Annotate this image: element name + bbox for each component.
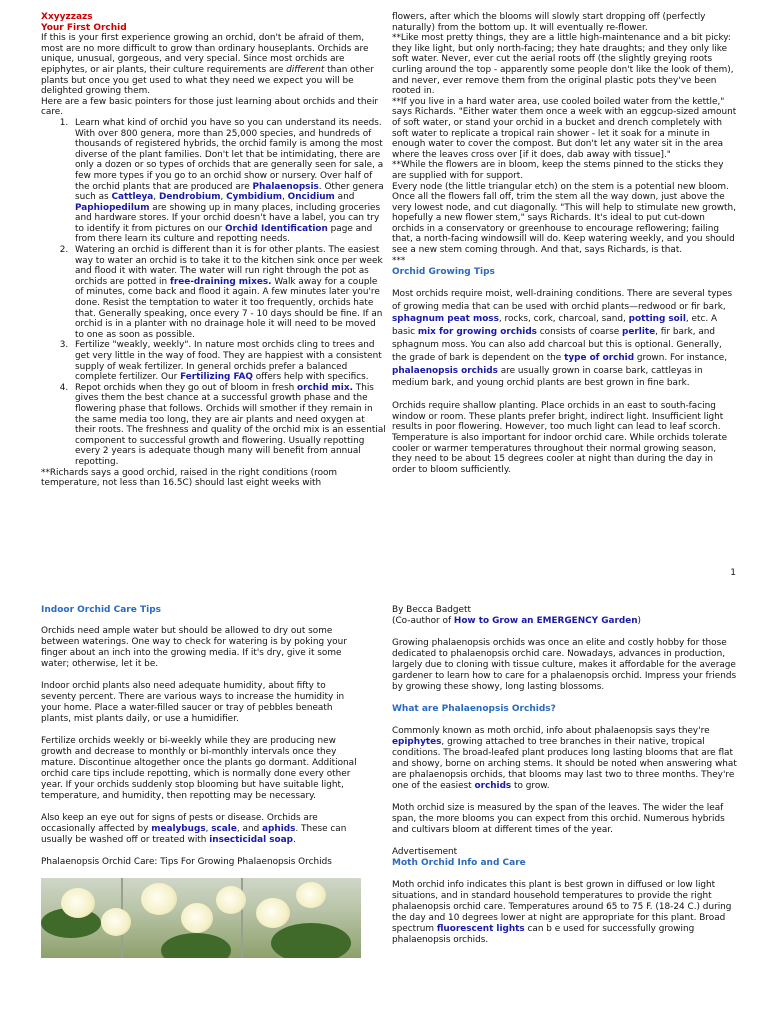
planting-paragraph: Orchids require shallow planting. Place orchids in an east to south-facing window or room. These plants prefer bright, indirect light. Insufficient light results in poor flowering. However, too much light can lead to leaf scorch.: [392, 401, 724, 433]
link-cattleya[interactable]: Cattleya: [111, 192, 154, 203]
richards-quote-paragraph: **Richards says a good orchid, raised in the right conditions (room temperature, not less than 16.5C) should last eight weeks with: [41, 467, 338, 489]
link-cymbidium[interactable]: Cymbidium: [226, 192, 283, 203]
section-title-first-orchid: Your First Orchid: [41, 22, 127, 33]
intro-paragraph: If this is your first experience growing an orchid, don't be afraid of them, most are no more difficult to grow than ordinary houseplants. Orchids are unique, unusual, gorgeous, and very special. Since most orchids are epiphytes, or air plants, their culture requirements are different than other plants but once you get used to what they need we expect you will be delighted growing them.: [41, 33, 374, 97]
page1-left-column: [41, 12, 386, 489]
page1-right-column: [392, 12, 737, 475]
link-insecticidal-soap[interactable]: insecticidal soap: [209, 835, 293, 845]
list-item: 1. Learn what kind of orchid you have so you can understand its needs. With over 800 genera, more than 25,000 species, and hundreds of thousands of registered hybrids, the orchid family is among the most diverse of the plant families. Don't let that be intimidating, there are only a dozen or so types of orchids that are generally seen for sale, a few more types if you go to an orchid show or nursery. Over half of the orchid plants that are produced are Phalaenopsis. Other genera such as Cattleya, Dendrobium, Cymbidium, Oncidium and Paphiopedilum are showing up in many places, including groceries and hardware stores. If your orchid doesn't have a label, you can try to identify it from pictures on our Orchid Identification page and from there learn its culture and repotting needs.: [71, 118, 386, 245]
link-epiphytes[interactable]: epiphytes: [392, 737, 442, 747]
page2-left-column: [41, 605, 361, 958]
link-phalaenopsis[interactable]: Phalaenopsis: [252, 181, 319, 192]
link-paphiopedilum[interactable]: Paphiopedilum: [75, 202, 150, 213]
link-phalaenopsis-orchids[interactable]: phalaenopsis orchids: [392, 365, 498, 376]
orchid-photo: [41, 878, 361, 958]
paragraph: Every node (the little triangular etch) on the stem is a potential new bloom. Once all the flowers fall off, trim the stem all the way down, just above the very lowest node, and cut diagonally. "This will help to stimulate new growth, hopefully a new flower stem," says Richards. It's ideal to put cut-down orchids in a conservatory or greenhouse to encourage reflowering; failing that, a north-facing windowsill will do. Keep watering weekly, and you should see a new stem coming through. And that, says Richards, is that.: [392, 181, 736, 256]
article-caption: Phalaenopsis Orchid Care: Tips For Growing Phalaenopsis Orchids: [41, 857, 332, 867]
document-page-2: [0, 590, 768, 1024]
link-orchid-mix[interactable]: orchid mix.: [297, 382, 353, 393]
link-fertilizing-faq[interactable]: Fertilizing FAQ: [180, 372, 253, 383]
link-scale[interactable]: scale: [211, 824, 237, 834]
paragraph: **While the flowers are in bloom, keep the stems pinned to the sticks they are supplied with for support.: [392, 160, 724, 181]
paragraph: flowers, after which the blooms will slowly start dropping off (perfectly naturally) from the bottom up. It will eventually re-flower.: [392, 12, 706, 33]
link-orchid-identification[interactable]: Orchid Identification: [225, 223, 328, 234]
list-item: 3. Fertilize "weakly, weekly". In nature most orchids cling to trees and get very little in the way of food. They are happiest with a consistent supply of weak fertilizer. In general orchids prefer a balanced complete fertilizer. Our Fertilizing FAQ offers help with specifics.: [71, 340, 386, 382]
paragraph: **Like most pretty things, they are a little high-maintenance and a bit picky: they like light, but only north-facing; they hate draughts; and they only like soft water. Never, ever cut the aerial roots off (the slightly greying roots curling around the top - apparently some people don't like the look of them), and never, ever remove them from the original plastic pots they've been rooted in.: [392, 33, 734, 97]
care-pointers-list: [41, 118, 386, 468]
section-heading-moth-orchid-care: Moth Orchid Info and Care: [392, 858, 526, 868]
paragraph: Orchids need ample water but should be allowed to dry out some between waterings. One way to check for watering is by poking your finger about an inch into the growing media. If it's dry, give it some water; otherwise, let it be.: [41, 626, 347, 669]
section-heading-indoor-care: Indoor Orchid Care Tips: [41, 605, 162, 615]
epiphytes-paragraph: Commonly known as moth orchid, info about phalaenopsis says they're epiphytes, growing attached to tree branches in their native, tropical conditions. The broad-leafed plant produces long lasting blooms that are flat and showy, borne on arching stems. It should be noted when answering what are phalaenopsis orchids, that blooms may last two to three months. They're one of the easiest orchids to grow.: [392, 726, 737, 791]
link-emergency-garden[interactable]: How to Grow an EMERGENCY Garden: [453, 616, 638, 626]
moth-orchid-care-paragraph: Moth orchid info indicates this plant is best grown in diffused or low light situations, and in standard household temperatures to provide the right phalaenopsis orchid care. Temperatures around 65 to 75 F. (18-24 C.) during the day and 10 degrees lower at night are appropriate for this plant. Broad spectrum fluorescent lights can b e used for successfully growing phalaenopsis orchids.: [392, 880, 732, 945]
section-heading-what-are: What are Phalaenopsis Orchids?: [392, 704, 556, 714]
advertisement-label: Advertisement: [392, 847, 458, 857]
link-free-draining-mixes[interactable]: free-draining mixes.: [169, 276, 272, 287]
link-dendrobium[interactable]: Dendrobium: [158, 192, 221, 203]
link-fluorescent-lights[interactable]: fluorescent lights: [436, 924, 525, 934]
link-perlite[interactable]: perlite: [622, 327, 656, 338]
link-aphids[interactable]: aphids: [262, 824, 296, 834]
paragraph: Moth orchid size is measured by the span of the leaves. The wider the leaf span, the more blooms you can expect from this orchid. Numerous hybrids and cultivars bloom at different times of the year.: [392, 803, 725, 835]
document-title: Xxyyzzazs: [41, 12, 93, 22]
link-orchids[interactable]: orchids: [474, 781, 512, 791]
list-item: 4. Repot orchids when they go out of bloom in fresh orchid mix. This gives them the best chance at a successful growth phase and the flowering phase that follows. Orchids will smother if they remain in the same media too long, they are air plants and need oxygen at their roots. The freshness and quality of the orchid mix is an essential component to successful growth and flowering. Usually repotting every 2 years is adequate though many will benefit from annual repotting.: [71, 383, 386, 468]
coauthor-line: (Co-author of How to Grow an EMERGENCY Garden): [392, 616, 641, 626]
page2-right-column: [392, 605, 737, 946]
paragraph: **If you live in a hard water area, use cooled boiled water from the kettle," says Richards. "Either water them once a week with an eggcup-sized amount of soft water, or stand your orchid in a bucket and drench completely with soft water to replicate a tropical rain shower - let it soak for a minute in enough water to cover the compost. But don't let any water sit in the area where the leaves cross over [if it does, dab away with tissue].": [392, 96, 737, 160]
section-heading-growing-tips: Orchid Growing Tips: [392, 267, 495, 278]
growing-media-paragraph: Most orchids require moist, well-draining conditions. There are several types of growing media that can be used with orchid plants—redwood or fir bark, sphagnum peat moss, rocks, cork, charcoal, sand, potting soil, etc. A basic mix for growing orchids consists of coarse perlite, fir bark, and sphagnum moss. You can also add charcoal but this is optional. Generally, the grade of bark is dependent on the type of orchid grown. For instance, phalaenopsis orchids are usually grown in coarse bark, cattleyas in medium bark, and young orchid plants are best grown in fine bark.: [392, 288, 733, 389]
page-number: 1: [730, 568, 736, 578]
paragraph: Indoor orchid plants also need adequate humidity, about fifty to seventy percent. There are various ways to increase the humidity in your home. Place a water-filled saucer or tray of pebbles beneath plants, mist plants daily, or use a humidifier.: [41, 681, 345, 724]
temperature-paragraph: Temperature is also important for indoor orchid care. While orchids tolerate cooler or warmer temperatures throughout their normal growing season, they need to be about 15 degrees cooler at night than during the day in order to bloom sufficiently.: [392, 433, 728, 475]
link-mealybugs[interactable]: mealybugs: [151, 824, 206, 834]
link-potting-soil[interactable]: potting soil: [628, 314, 686, 325]
link-oncidium[interactable]: Oncidium: [287, 192, 335, 203]
list-item: 2. Watering an orchid is different than it is for other plants. The easiest way to water an orchid is to take it to the kitchen sink once per week and flood it with water. The water will run right through the pot as orchids are potted in free-draining mixes. Walk away for a couple of minutes, come back and flood it again. A few minutes later you're done. Resist the temptation to water it too frequently, orchids hate that. Generally speaking, once every 7 - 10 days should be fine. If an orchid is in a planter with no drainage hole it will need to be moved to one as soon as possible.: [71, 245, 386, 340]
separator-stars: ***: [392, 255, 406, 266]
byline: By Becca Badgett: [392, 605, 471, 615]
link-sphagnum-peat-moss[interactable]: sphagnum peat moss: [392, 314, 499, 325]
paragraph: Growing phalaenopsis orchids was once an elite and costly hobby for those dedicated to phalaenopsis orchid care. Nowadays, advances in production, largely due to cloning with tissue culture, makes it affordable for the average gardener to learn how to care for a phalaenopsis orchid. Impress your friends by growing these showy, long lasting blossoms.: [392, 638, 737, 692]
intro-paragraph-2: Here are a few basic pointers for those just learning about orchids and their care.: [41, 96, 379, 118]
link-type-of-orchid[interactable]: type of orchid: [564, 352, 635, 363]
link-mix-for-growing-orchids[interactable]: mix for growing orchids: [417, 327, 537, 338]
pests-paragraph: Also keep an eye out for signs of pests or disease. Orchids are occasionally affected by mealybugs, scale, and aphids. These can usually be washed off or treated with insecticidal soap.: [41, 813, 347, 845]
paragraph: Fertilize orchids weekly or bi-weekly while they are producing new growth and decrease to monthly or bi-monthly intervals once they mature. Discontinue altogether once the plants go dormant. Additional orchid care tips include repotting, which is normally done every other year. If your orchids suddenly stop blooming but have suitable light, temperature, and humidity, then repotting may be necessary.: [41, 736, 357, 801]
